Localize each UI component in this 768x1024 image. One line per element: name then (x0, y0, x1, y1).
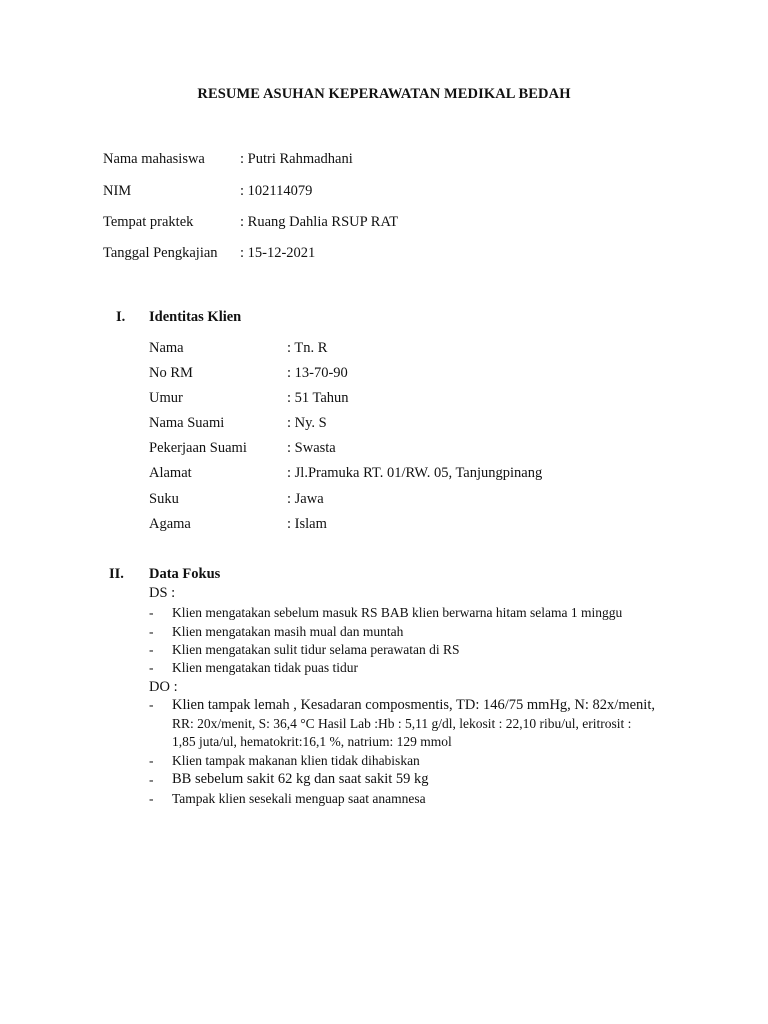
do-item-line: RR: 20x/menit, S: 36,4 °C Hasil Lab :Hb : 5,11 g/dl, lekosit : 22,10 ribu/ul, eritrosit : (172, 716, 632, 731)
nim-label: NIM (103, 183, 132, 199)
ds-item: Klien mengatakan tidak puas tidur (172, 660, 358, 675)
religion-value: : Islam (287, 516, 327, 532)
age-label: Umur (149, 390, 183, 406)
ethnicity-value: : Jawa (287, 491, 324, 507)
client-name-label: Nama (149, 340, 184, 356)
section-1-number: I. (116, 309, 126, 325)
assessment-date-value: : 15-12-2021 (240, 245, 316, 261)
section-2-number: II. (109, 566, 124, 582)
nim-value: : 102114079 (240, 183, 313, 199)
do-item: BB sebelum sakit 62 kg dan saat sakit 59 kg (172, 771, 429, 787)
list-dash: - (149, 697, 154, 712)
list-dash: - (149, 605, 154, 620)
ds-item: Klien mengatakan sebelum masuk RS BAB klien berwarna hitam selama 1 minggu (172, 605, 623, 620)
assessment-date-label: Tanggal Pengkajian (103, 245, 218, 261)
spouse-job-value: : Swasta (287, 440, 336, 456)
address-label: Alamat (149, 465, 192, 481)
religion-label: Agama (149, 516, 191, 532)
do-item: Tampak klien sesekali menguap saat anamnesa (172, 791, 426, 806)
spouse-job-label: Pekerjaan Suami (149, 440, 247, 456)
do-label: DO : (149, 679, 178, 695)
section-2-title: Data Fokus (149, 566, 221, 582)
document-title: RESUME ASUHAN KEPERAWATAN MEDIKAL BEDAH (197, 86, 571, 102)
ds-item: Klien mengatakan sulit tidur selama perawatan di RS (172, 642, 460, 657)
student-name-value: : Putri Rahmadhani (240, 151, 353, 167)
list-dash: - (149, 753, 154, 768)
list-dash: - (149, 660, 154, 675)
client-name-value: : Tn. R (287, 340, 328, 356)
spouse-value: : Ny. S (287, 415, 327, 431)
rm-label: No RM (149, 365, 193, 381)
do-item-line: Klien tampak lemah , Kesadaran composmentis, TD: 146/75 mmHg, N: 82x/menit, (172, 697, 655, 713)
ds-item: Klien mengatakan masih mual dan muntah (172, 624, 404, 639)
practice-place-label: Tempat praktek (103, 214, 194, 230)
student-name-label: Nama mahasiswa (103, 151, 205, 167)
list-dash: - (149, 642, 154, 657)
spouse-label: Nama Suami (149, 415, 225, 431)
do-item-line: 1,85 juta/ul, hematokrit:16,1 %, natrium: 129 mmol (172, 734, 452, 749)
do-item: Klien tampak makanan klien tidak dihabiskan (172, 753, 420, 768)
ds-label: DS : (149, 585, 176, 601)
ethnicity-label: Suku (149, 491, 179, 507)
list-dash: - (149, 624, 154, 639)
list-dash: - (149, 791, 154, 806)
address-value: : Jl.Pramuka RT. 01/RW. 05, Tanjungpinang (287, 465, 543, 481)
age-value: : 51 Tahun (287, 390, 349, 406)
list-dash: - (149, 772, 154, 787)
section-1-title: Identitas Klien (149, 309, 242, 325)
practice-place-value: : Ruang Dahlia RSUP RAT (240, 214, 399, 230)
rm-value: : 13-70-90 (287, 365, 348, 381)
